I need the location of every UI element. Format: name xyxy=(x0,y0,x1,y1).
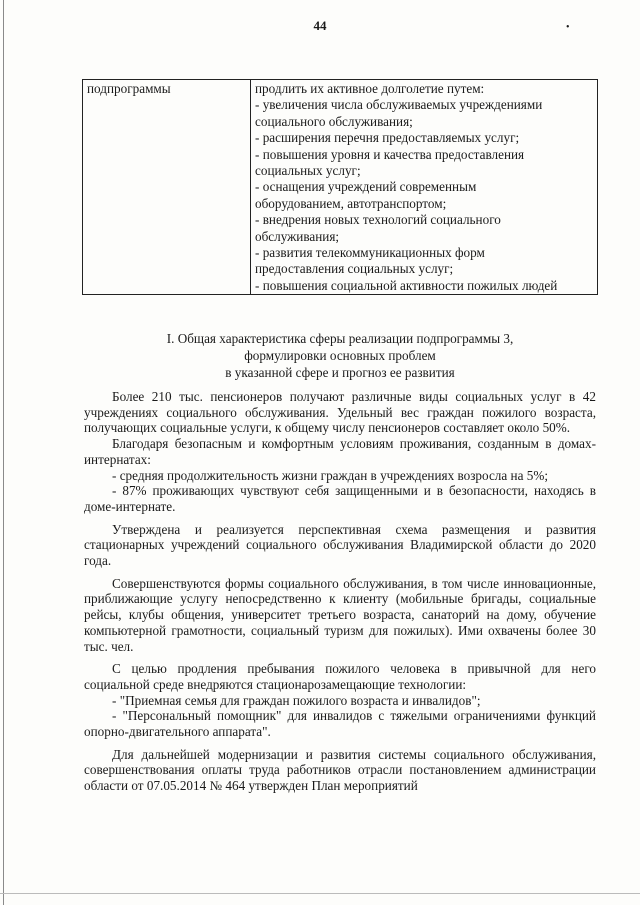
program-table xyxy=(82,79,598,295)
paragraph: - 87% проживающих чувствуют себя защищенными и в безопасности, находясь в доме-интернате. xyxy=(84,483,596,514)
scan-dot: • xyxy=(566,22,570,33)
table-line: продлить их активное долголетие путем: xyxy=(255,81,485,96)
table-label-cell xyxy=(83,80,251,295)
paragraph: Совершенствуются формы социального обслуживания, в том числе инновационные, приближающие услугу непосредственно к клиенту (мобильные бригады, социальные рейсы, клубы общения, университет третьего возраста, санаторий на дому, обучение компьютерной грамотности, социальный туризм для пожилых). Ими охвачены более 30 тыс. чел. xyxy=(84,575,596,654)
table-content-cell xyxy=(251,80,598,295)
paragraph: С целью продления пребывания пожилого человека в привычной для него социальной среде внедряются стационарозамещающие технологии: xyxy=(84,661,596,692)
paragraph: - "Приемная семья для граждан пожилого возраста и инвалидов"; xyxy=(112,692,481,708)
heading-line: в указанной сфере и прогноз ее развития xyxy=(225,365,455,380)
page-number: 44 xyxy=(313,18,327,33)
table-row xyxy=(83,80,598,295)
paragraph: - "Персональный помощник" для инвалидов с тяжелыми ограничениями функций опорно-двигательного аппарата". xyxy=(84,708,596,740)
table-line: социального обслуживания; xyxy=(255,113,413,129)
paragraph: Для дальнейшей модернизации и развития системы социального обслуживания, совершенствования оплаты труда работников отрасли постановлением администрации области от 07.05.2014 № 464 утвержден План мероприятий xyxy=(84,746,596,794)
scan-edge-line xyxy=(3,0,4,905)
paragraph: Более 210 тыс. пенсионеров получают различные виды социальных услуг в 42 учреждениях социального обслуживания. Удельный вес граждан пожилого возраста, получающих социальные услуги, к общему числу пенсионеров составляет около 50%. xyxy=(84,389,596,436)
paragraph: Утверждена и реализуется перспективная схема размещения и развития стационарных учреждений социального обслуживания Владимирской области до 2020 года. xyxy=(84,521,596,569)
table-line: - повышения уровня и качества предоставления xyxy=(255,146,525,162)
body-text xyxy=(84,389,596,794)
table-line: - оснащения учреждений современным xyxy=(255,179,477,195)
table-label: подпрограммы xyxy=(87,81,171,96)
table-line: оборудованием, автотранспортом; xyxy=(255,195,447,211)
table-line: обслуживания; xyxy=(255,228,340,244)
table-line: - развития телекоммуникационных форм xyxy=(255,245,485,261)
paragraph: - средняя продолжительность жизни граждан в учреждениях возросла на 5%; xyxy=(112,467,548,483)
table-line: - внедрения новых технологий социального xyxy=(255,212,501,228)
table-line: социальных услуг; xyxy=(255,163,361,179)
table-line: - расширения перечня предоставляемых услуг; xyxy=(255,130,520,146)
paragraph: Благодаря безопасным и комфортным условиям проживания, созданным в домах-интернатах: xyxy=(84,436,596,467)
section-heading xyxy=(82,330,598,381)
heading-line: формулировки основных проблем xyxy=(244,348,436,363)
table-line: - увеличения числа обслуживаемых учреждениями xyxy=(255,97,543,113)
table-line: - повышения социальной активности пожилых людей xyxy=(255,277,558,293)
table-line: предоставления социальных услуг; xyxy=(255,261,454,277)
scan-bottom-line xyxy=(0,893,640,894)
heading-line: I. Общая характеристика сферы реализации подпрограммы 3, xyxy=(166,331,514,346)
